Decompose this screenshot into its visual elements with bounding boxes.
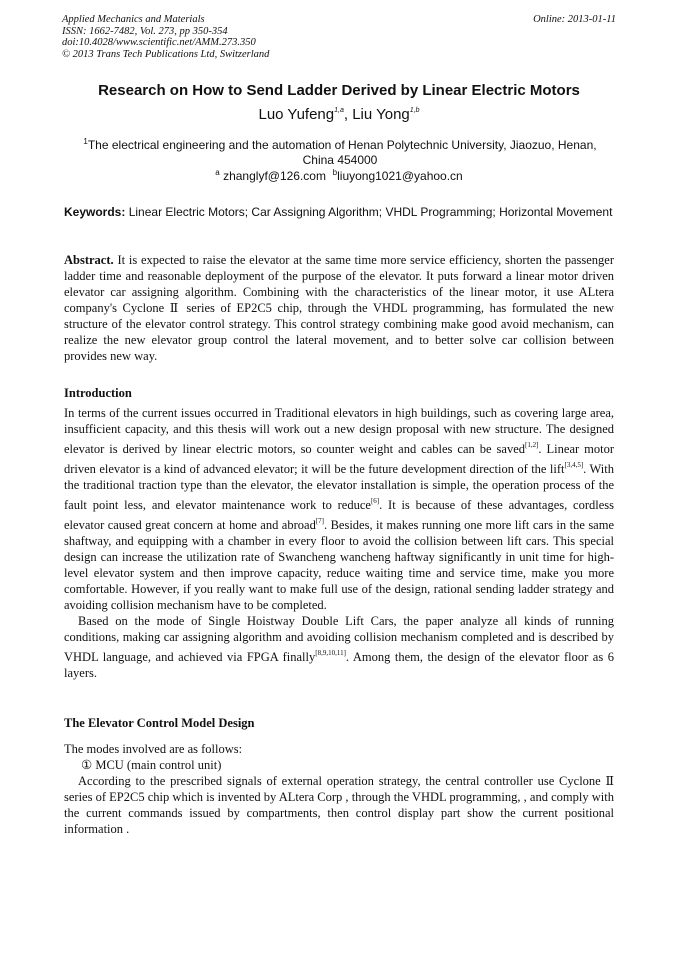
keywords — [64, 205, 614, 220]
journal-name: Applied Mechanics and Materials — [62, 14, 205, 25]
introduction-heading: Introduction — [64, 386, 132, 400]
online-date: Online: 2013-01-11 — [533, 14, 616, 25]
email-superscript: b — [332, 168, 338, 177]
model-paragraph: According to the prescribed signals of external operation strategy, the central controller use Cyclone Ⅱ series of EP2C5 chip which is invented by ALtera Corp , through the VHDL programming, , and comply with the current commands issued by compartments, then control display part show the current positional information . — [64, 774, 614, 836]
text-run: . Besides, it makes running one more lift cars in the same shaftway, and equipping with a chamber in every floor to avoid the collision between lift cars. This special design can increase the utilization rate of Swancheng wancheng haftway significantly in unit time for high-level elevator system and then improve capacity, reduce waiting time and service time, make you more comfortable. However, if you really want to make full use of the design, rational sending ladder strategy and avoiding collision mechanism have to be completed. — [64, 518, 614, 612]
model-design-heading: The Elevator Control Model Design — [64, 716, 255, 730]
introduction-body — [64, 405, 614, 681]
affiliation-text: The electrical engineering and the automation of Henan Polytechnic University, Jiaozuo, Henan, China 454000 — [87, 138, 597, 167]
keywords-label: Keywords: — [64, 205, 126, 219]
keywords-text: Linear Electric Motors; Car Assigning Algorithm; VHDL Programming; Horizontal Movement — [128, 205, 613, 219]
model-intro: The modes involved are as follows: — [64, 742, 243, 756]
text-run: Based on the mode of Single Hoistway Double Lift Cars, the paper analyze all kinds of running conditions, making car assigning algorithm and avoiding collision mechanism completed and is described by VHDL language, and achieved via FPGA finally — [64, 614, 614, 664]
doi-line: doi:10.4028/www.scientific.net/AMM.273.350 — [62, 37, 256, 48]
author-name: Liu Yong — [352, 106, 410, 123]
abstract — [64, 252, 614, 364]
email-superscript: a — [215, 168, 220, 177]
author-separator: , — [343, 106, 353, 123]
running-header — [62, 14, 616, 60]
email-b[interactable]: liuyong1021@yahoo.cn — [337, 169, 463, 183]
text-run: In terms of the current issues occurred in Traditional elevators in high buildings, such as covering large area, insufficient capacity, and this thesis will work out a new design proposal with new structure. The designed elevator is derived by linear electric motors, so counter weight and cables can be saved — [64, 406, 614, 456]
text-run: . Linear motor driven elevator is a kind of advanced elevator; it will be the future development direction of the lift — [64, 442, 614, 476]
introduction-paragraph-1 — [64, 405, 614, 613]
email-line — [40, 168, 638, 183]
citation: [7] — [315, 517, 324, 525]
author-superscript: 1,a — [334, 107, 344, 114]
citation: [3,4,5] — [564, 461, 584, 469]
affiliation — [70, 134, 610, 168]
citation: [1,2] — [525, 441, 539, 449]
affiliation-superscript: 1 — [83, 137, 88, 146]
citation: [6] — [370, 497, 380, 505]
citation: [8,9,10,11] — [315, 649, 346, 657]
copyright-line: © 2013 Trans Tech Publications Ltd, Switzerland — [62, 48, 270, 60]
paper-title: Research on How to Send Ladder Derived by Linear Electric Motors — [98, 82, 580, 99]
text-run: . Among them, the design of the elevator floor as 6 layers. — [64, 650, 614, 680]
author-name: Luo Yufeng — [258, 106, 335, 123]
abstract-label: Abstract. — [64, 253, 114, 267]
author-line — [40, 106, 638, 123]
text-run: . With the traditional traction type than the elevator, the elevator installation is simple, the operation process of the fault point less, and elevator maintenance work to reduce — [64, 462, 614, 512]
text-run: . It is because of these advantages, cordless elevator caused great concern at home and abroad — [64, 498, 614, 532]
issn-line: ISSN: 1662-7482, Vol. 273, pp 350-354 — [62, 25, 228, 37]
abstract-text: It is expected to raise the elevator at the same time more service efficiency, shorten the passenger ladder time and reasonable deployment of the purpose of the elevator. It puts forward a linear motor driven elevator car assigning algorithm. Combining with the characteristics of the linear motor, it use ALtera company's Cyclone Ⅱ series of EP2C5 chip, through the VHDL programming, has formulated the new structure of the elevator control strategy. This control strategy combining make good avoid mechanism, can realize the new elevator group control the lateral movement, and to better solve car collision between provides new way. — [64, 253, 614, 363]
model-design-body — [64, 741, 614, 837]
list-item: ① MCU (main control unit) — [81, 758, 222, 772]
email-a[interactable]: zhanglyf@126.com — [223, 169, 326, 183]
author-superscript: 1,b — [409, 107, 420, 114]
abstract-paragraph — [64, 252, 614, 364]
introduction-paragraph-2 — [64, 613, 614, 681]
